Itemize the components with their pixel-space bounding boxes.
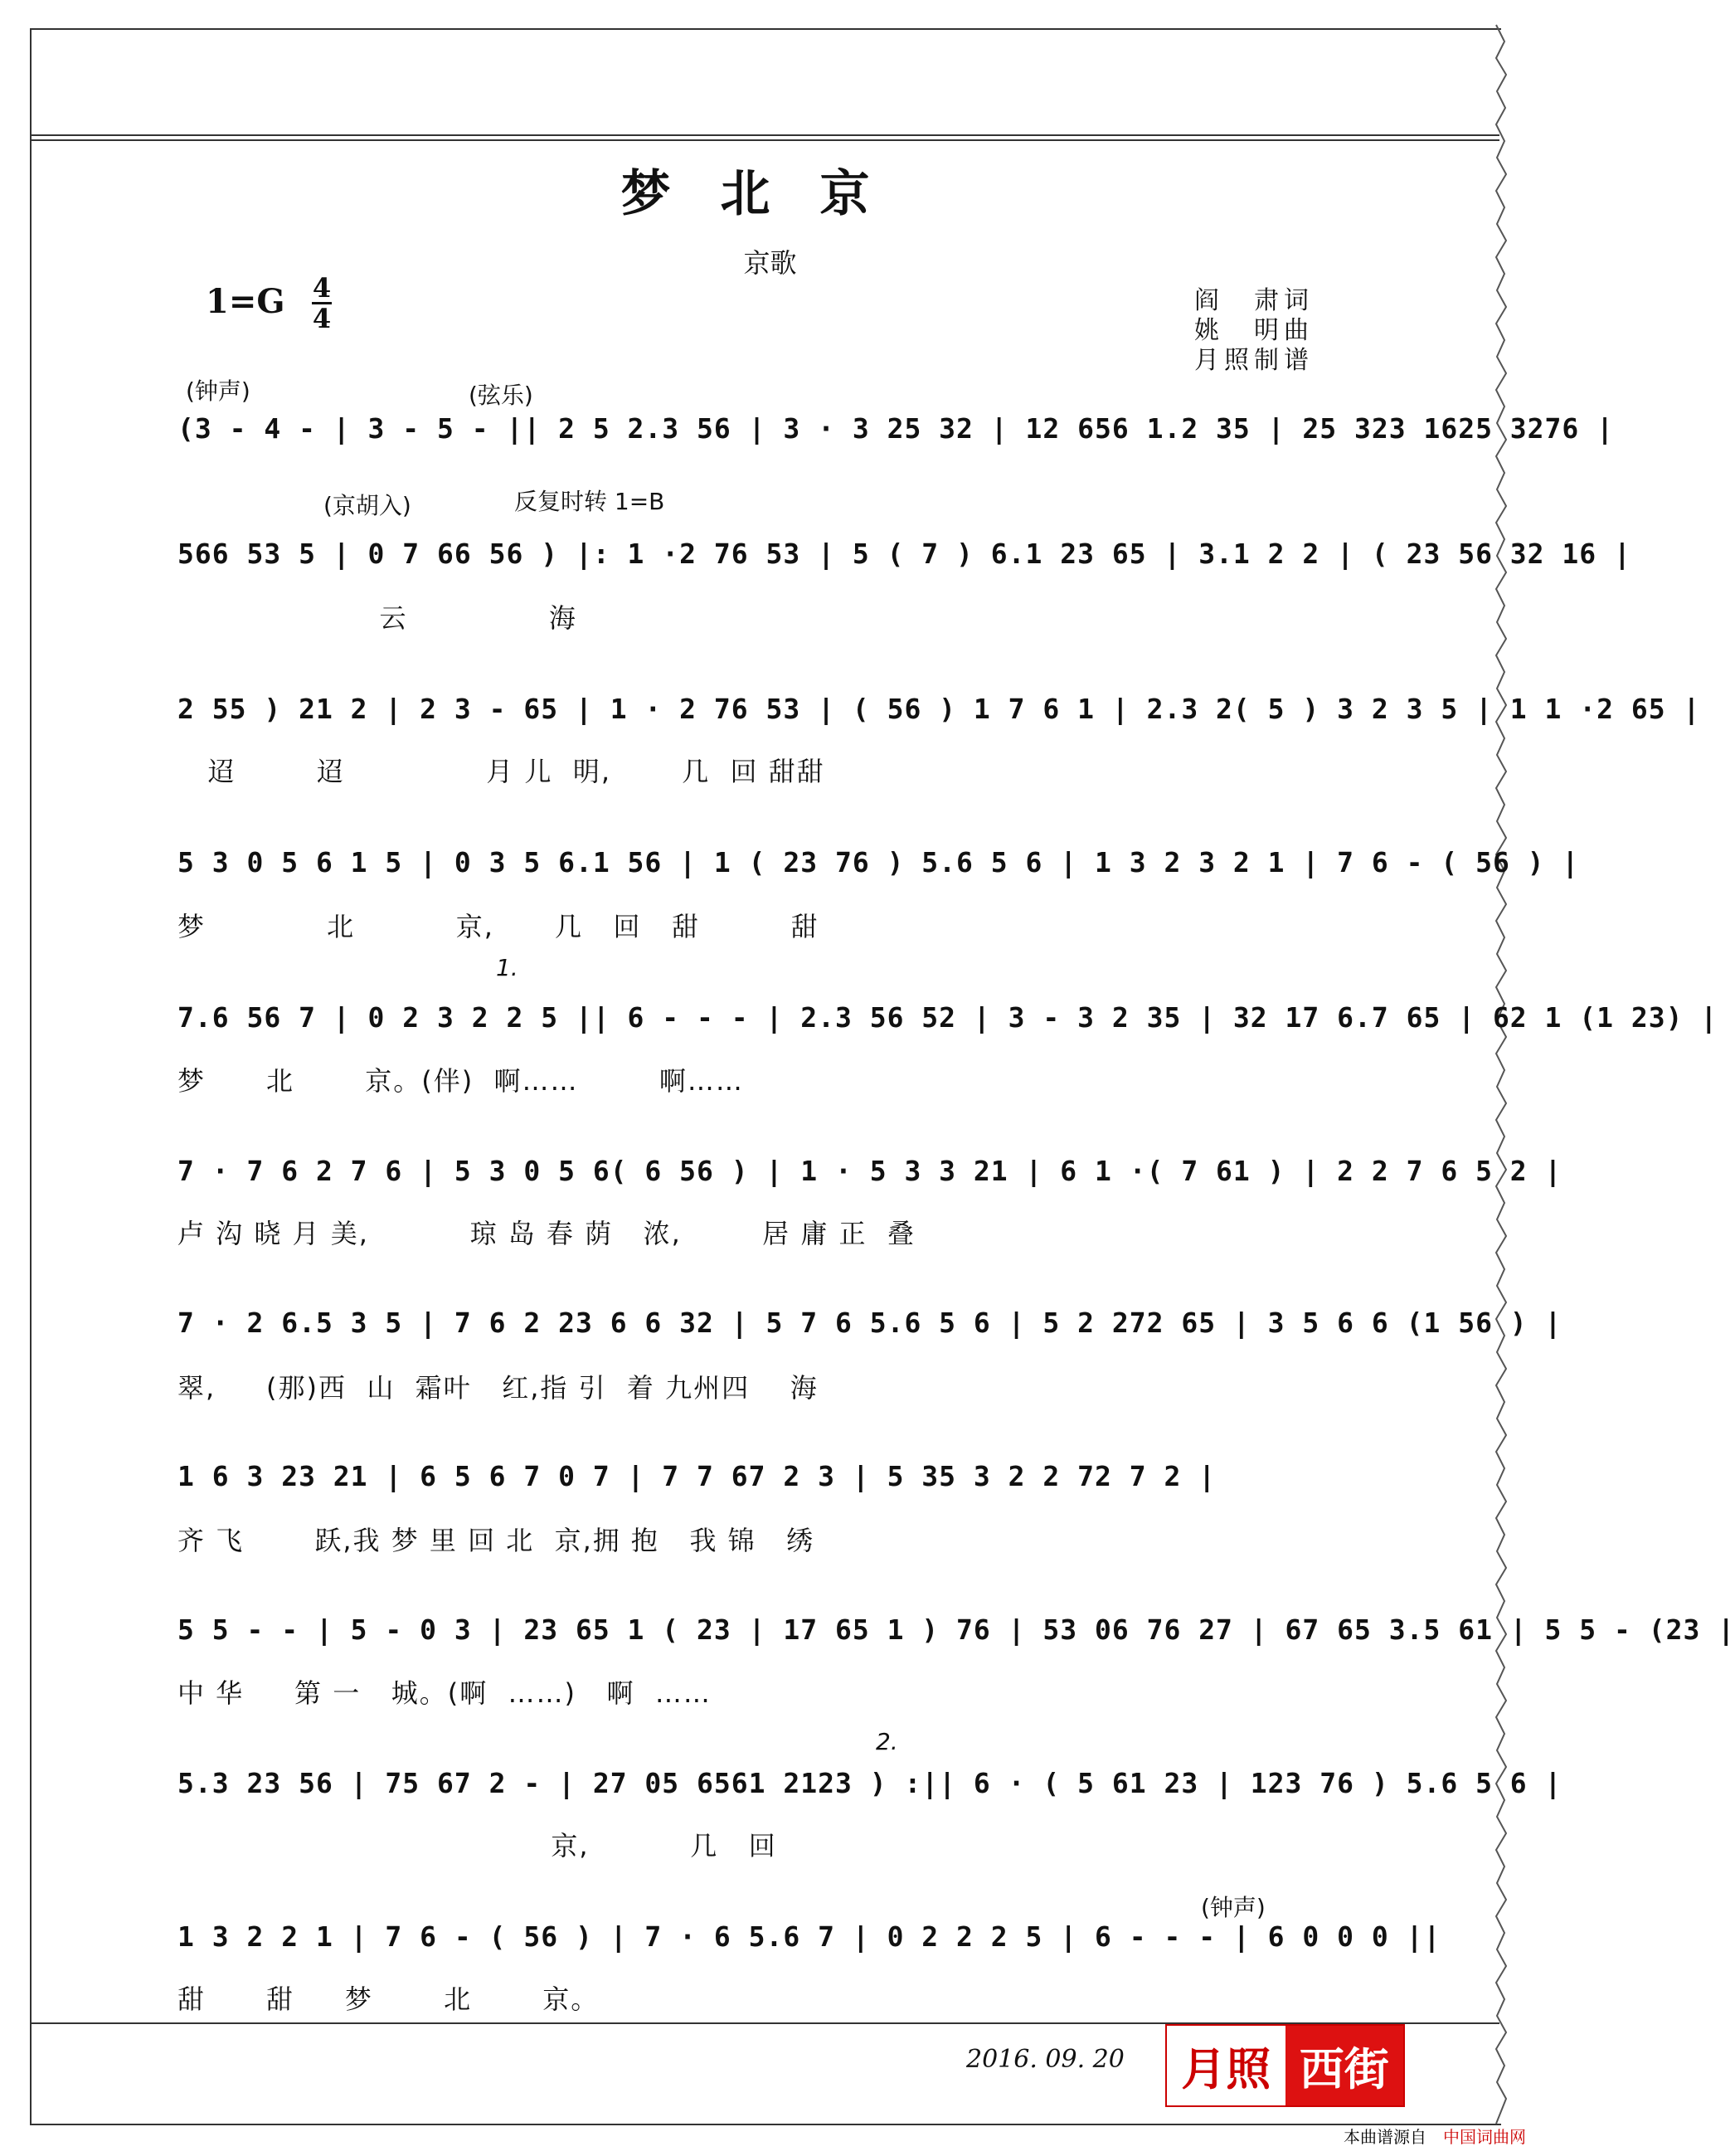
notation-line-6: 7 · 7 6 2 7 6 | 5 3 0 5 6( 6 56 ) | 1 · 5 3 3 21 | 6 1 ·( 7 61 ) | 2 2 7 6 5 2 |	[177, 1155, 1562, 1187]
lyric-line-8: 齐 飞 跃,我 梦 里 回 北 京,拥 抱 我 锦 绣	[177, 1525, 815, 1556]
annotation-bell-end: (钟声)	[1201, 1894, 1266, 1921]
lyric-line-3: 迢 迢 月 儿 明, 几 回 甜甜	[177, 756, 825, 787]
volta-1: 1.	[496, 954, 518, 981]
header-rule-bottom	[30, 139, 1499, 141]
notation-line-11: 1 3 2 2 1 | 7 6 - ( 56 ) | 7 · 6 5.6 7 | 0 2 2 2 5 | 6 - - - | 6 0 0 0 ||	[177, 1920, 1441, 1953]
notation-line-3: 2 55 ) 21 2 | 2 3 - 65 | 1 · 2 76 53 | ( 56 ) 1 7 6 1 | 2.3 2( 5 ) 3 2 3 5 | 1 1 ·2 65 |	[177, 693, 1701, 725]
annotation-repeat-key: 反复时转 1=B	[514, 488, 665, 515]
lyric-line-2: 云 海	[177, 602, 577, 634]
annotation-jinghu: (京胡入)	[323, 492, 411, 519]
notation-line-8: 1 6 3 23 21 | 6 5 6 7 0 7 | 7 7 67 2 3 | 5 35 3 2 2 72 7 2 |	[177, 1460, 1217, 1492]
notation-line-7: 7 · 2 6.5 3 5 | 7 6 2 23 6 6 32 | 5 7 6 5.6 5 6 | 5 2 272 65 | 3 5 6 6 (1 56 ) |	[177, 1307, 1562, 1339]
notation-line-5: 7.6 56 7 | 0 2 3 2 2 5 || 6 - - - | 2.3 56 52 | 3 - 3 2 35 | 32 17 6.7 65 | 62 1 (1 23) |	[177, 1001, 1718, 1034]
notation-line-10: 5.3 23 56 | 75 67 2 - | 27 05 6561 2123 ) :|| 6 · ( 5 61 23 | 123 76 ) 5.6 5 6 |	[177, 1767, 1562, 1799]
notation-line-4: 5 3 0 5 6 1 5 | 0 3 5 6.1 56 | 1 ( 23 76 ) 5.6 5 6 | 1 3 2 3 2 1 | 7 6 - ( 56 ) |	[177, 846, 1580, 878]
time-signature	[312, 274, 332, 333]
song-genre: 京歌	[743, 247, 797, 279]
signature-stamp	[1165, 2024, 1405, 2107]
credit-composer: 姚 明曲	[1194, 316, 1314, 345]
time-bottom: 4	[312, 303, 332, 334]
annotation-strings: (弦乐)	[469, 382, 533, 409]
volta-2: 2.	[876, 1728, 898, 1755]
date: 2016. 09. 20	[966, 2045, 1125, 2074]
lyric-line-9: 中 华 第 一 城。(啊 ……) 啊 ……	[177, 1677, 712, 1709]
stamp-left: 月照	[1167, 2026, 1285, 2105]
header-rule-top	[30, 134, 1499, 136]
notation-line-1: (3 - 4 - | 3 - 5 - || 2 5 2.3 56 | 3 · 3 25 32 | 12 656 1.2 35 | 25 323 1625 3276 |	[177, 412, 1615, 445]
torn-edge	[1493, 25, 1511, 2124]
stamp-right: 西街	[1285, 2026, 1404, 2105]
song-title: 梦北京	[620, 165, 920, 223]
source-label: 本曲谱源自	[1344, 2127, 1426, 2147]
credit-lyricist: 阎 肃词	[1194, 286, 1314, 315]
lyric-line-5: 梦 北 京。(伴) 啊…… 啊……	[177, 1065, 744, 1097]
lyric-line-4: 梦 北 京, 几 回 甜 甜	[177, 911, 819, 942]
lyric-line-10: 京, 几 回	[177, 1830, 777, 1862]
key-signature: 1=G	[206, 282, 285, 321]
notation-line-2: 566 53 5 | 0 7 66 56 ) |: 1 ·2 76 53 | 5 ( 7 ) 6.1 23 65 | 3.1 2 2 | ( 23 56 32 16 |	[177, 538, 1631, 570]
lyric-line-6: 卢 沟 晓 月 美, 琼 岛 春 荫 浓, 居 庸 正 叠	[177, 1218, 916, 1249]
credits	[1194, 286, 1314, 376]
lyric-line-11: 甜 甜 梦 北 京。	[177, 1983, 600, 2015]
lyric-line-7: 翠, (那)西 山 霜叶 红,指 引 着 九州四 海	[177, 1372, 819, 1404]
time-top: 4	[312, 272, 332, 304]
annotation-bell: (钟声)	[186, 377, 250, 405]
source-site-link[interactable]: 中国词曲网	[1443, 2127, 1526, 2147]
notation-line-9: 5 5 - - | 5 - 0 3 | 23 65 1 ( 23 | 17 65 1 ) 76 | 53 06 76 27 | 67 65 3.5 61 | 5 5 - (23 |	[177, 1613, 1735, 1646]
credit-transcriber: 月照制谱	[1194, 346, 1314, 375]
